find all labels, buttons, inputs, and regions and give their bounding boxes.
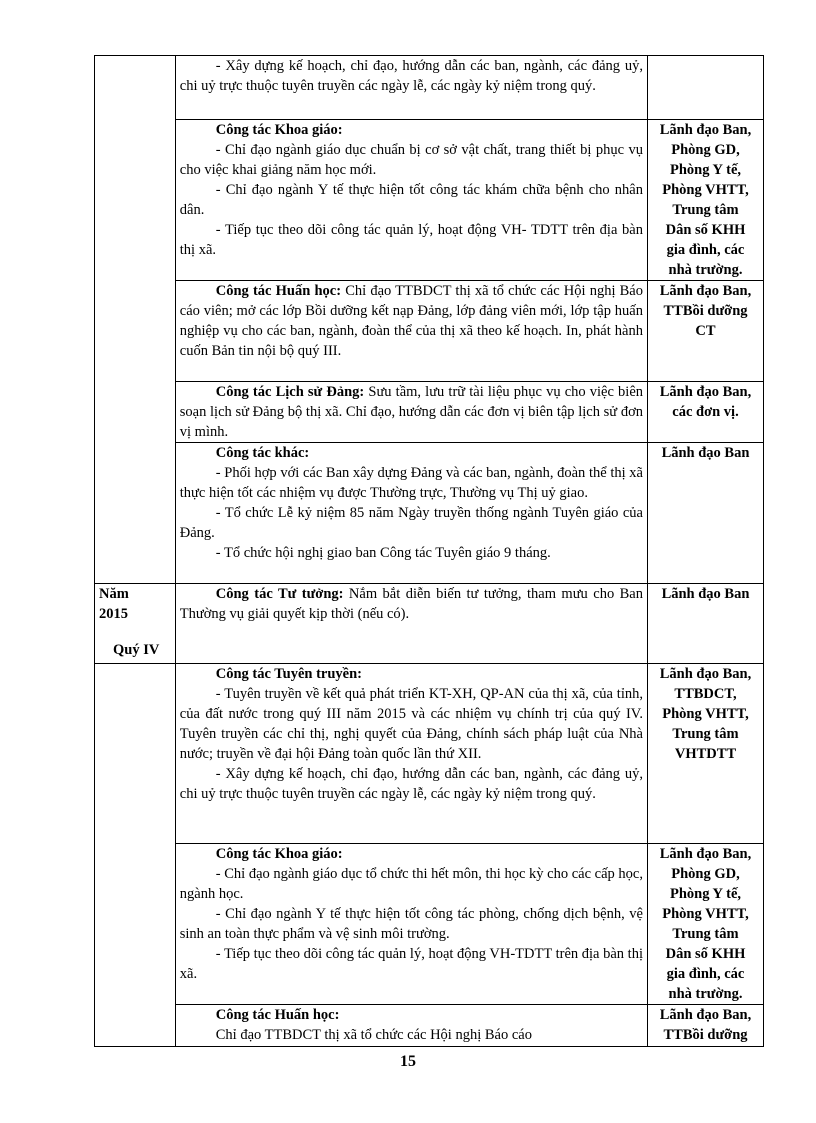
task-paragraph: - Chỉ đạo ngành giáo dục chuẩn bị cơ sở vật chất, trang thiết bị phục vụ cho việc khai giảng năm học mới.	[179, 142, 643, 178]
table-row	[95, 844, 764, 1005]
responsible-cell	[648, 382, 764, 443]
responsible-line: Lãnh đạo Ban,	[659, 384, 752, 400]
period-cell	[95, 664, 176, 1047]
task-cell	[175, 1005, 647, 1047]
task-heading: Công tác Tư tưởng:	[215, 586, 344, 602]
task-cell	[175, 664, 647, 844]
responsible-line: Phòng Y tế,	[669, 162, 742, 178]
task-heading: Công tác Khoa giáo:	[215, 846, 343, 862]
task-cell	[175, 120, 647, 281]
task-paragraph	[180, 584, 643, 624]
task-heading: Công tác Tuyên truyền:	[215, 666, 362, 682]
responsible-cell	[648, 844, 764, 1005]
table-row	[95, 584, 764, 664]
responsible-line: Phòng GD,	[671, 866, 740, 882]
responsible-line: Phòng GD,	[671, 142, 740, 158]
responsible-line: các đơn vị.	[672, 404, 739, 420]
task-paragraph: - Xây dựng kế hoạch, chỉ đạo, hướng dẫn các ban, ngành, các đảng uỷ, chi uỷ trực thuộc tuyên truyền các ngày lễ, các ngày kỷ niệm trong quý.	[179, 766, 643, 802]
responsible-cell	[648, 56, 764, 120]
responsible-line: Phòng VHTT,	[662, 182, 749, 198]
responsible-cell	[648, 584, 764, 664]
responsible-line: Phòng Y tế,	[669, 886, 742, 902]
page-number: 15	[400, 1053, 416, 1070]
responsible-line: CT	[695, 323, 716, 339]
task-cell	[175, 584, 647, 664]
responsible-line: Lãnh đạo Ban,	[659, 666, 752, 682]
period-cell	[95, 584, 176, 664]
responsible-line: nhà trường.	[668, 986, 743, 1002]
period-year: 2015	[99, 606, 128, 622]
responsible-line: Lãnh đạo Ban	[661, 586, 750, 602]
task-paragraph: - Tổ chức Lễ kỷ niệm 85 năm Ngày truyền thống ngành Tuyên giáo của Đảng.	[179, 505, 643, 541]
responsible-line: Lãnh đạo Ban,	[659, 1007, 752, 1023]
responsible-line: Lãnh đạo Ban,	[659, 122, 752, 138]
task-heading: Công tác khác:	[215, 445, 310, 461]
task-cell	[175, 281, 647, 382]
responsible-line: Trung tâm	[672, 726, 739, 742]
responsible-line: TTBồi dưỡng	[663, 1027, 748, 1043]
task-paragraph: - Tuyên truyền về kết quả phát triển KT-XH, QP-AN của thị xã, của tỉnh, của đất nước trong quý III năm 2015 và các nhiệm vụ chính trị của quý IV. Tuyên truyền các chỉ thị, nghị quyết của Đảng, chính sách pháp luật của Nhà nước; truyền về đại hội Đảng toàn quốc lần thứ XII.	[179, 686, 643, 762]
table-row	[95, 1005, 764, 1047]
task-paragraph: Chỉ đạo TTBDCT thị xã tổ chức các Hội nghị Báo cáo	[215, 1027, 532, 1043]
task-paragraph	[180, 281, 643, 361]
task-heading: Công tác Huấn học:	[215, 283, 342, 299]
task-paragraph: - Phối hợp với các Ban xây dựng Đảng và các ban, ngành, đoàn thể thị xã thực hiện tốt các nhiệm vụ được Thường trực, Thường vụ Thị uỷ giao.	[179, 465, 643, 501]
task-cell	[175, 844, 647, 1005]
task-cell	[175, 56, 647, 120]
responsible-line: Lãnh đạo Ban,	[659, 846, 752, 862]
task-text: Nắm bắt diễn biến tư tưởng, tham mưu cho Ban Thường vụ giải quyết kịp thời (nếu có).	[179, 586, 643, 622]
table-row	[95, 120, 764, 281]
task-text: Chỉ đạo TTBDCT thị xã tổ chức các Hội nghị Báo cáo viên; mở các lớp Bồi dưỡng kết nạp Đảng, lớp đảng viên mới, lớp tập huấn nghiệp vụ cho các ban, ngành, đoàn thể của thị xã theo kế hoạch. In, phát hành cuốn Bản tin nội bộ quý III.	[179, 283, 643, 359]
period-quarter: Quý IV	[113, 642, 160, 658]
responsible-line: Lãnh đạo Ban,	[659, 283, 752, 299]
responsible-cell	[648, 664, 764, 844]
task-paragraph: - Xây dựng kế hoạch, chỉ đạo, hướng dẫn các ban, ngành, các đảng uỷ, chi uỷ trực thuộc tuyên truyền các ngày lễ, các ngày kỷ niệm trong quý.	[179, 58, 643, 94]
period-year-label: Năm	[99, 586, 129, 602]
table-row	[95, 443, 764, 584]
task-cell	[175, 382, 647, 443]
responsible-line: gia đình, các	[666, 966, 745, 982]
responsible-cell	[648, 443, 764, 584]
responsible-line: VHTDTT	[674, 746, 737, 762]
responsible-line: nhà trường.	[668, 262, 743, 278]
task-paragraph: - Tiếp tục theo dõi công tác quản lý, hoạt động VH- TDTT trên địa bàn thị xã.	[179, 222, 643, 258]
table-row	[95, 382, 764, 443]
plan-table	[94, 55, 764, 1047]
task-heading: Công tác Khoa giáo:	[215, 122, 343, 138]
task-paragraph: - Tổ chức hội nghị giao ban Công tác Tuyên giáo 9 tháng.	[215, 545, 551, 561]
task-paragraph: - Chỉ đạo ngành Y tế thực hiện tốt công tác khám chữa bệnh cho nhân dân.	[179, 182, 643, 218]
period-cell	[95, 56, 176, 584]
responsible-line: Dân số KHH	[665, 222, 746, 238]
responsible-cell	[648, 281, 764, 382]
task-text: Sưu tầm, lưu trữ tài liệu phục vụ cho việc biên soạn lịch sử Đảng bộ thị xã. Chỉ đạo, hướng dẫn các đơn vị biên tập lịch sử đơn vị mình.	[179, 384, 644, 440]
responsible-cell	[648, 120, 764, 281]
table-row	[95, 56, 764, 120]
responsible-line: Phòng VHTT,	[662, 906, 749, 922]
table-row	[95, 664, 764, 844]
responsible-line: gia đình, các	[666, 242, 745, 258]
responsible-line: Lãnh đạo Ban	[661, 445, 750, 461]
task-paragraph: - Chỉ đạo ngành giáo dục tổ chức thi hết môn, thi học kỳ cho các cấp học, ngành học.	[179, 866, 643, 902]
responsible-line: Phòng VHTT,	[662, 706, 749, 722]
task-cell	[175, 443, 647, 584]
responsible-line: Dân số KHH	[665, 946, 746, 962]
responsible-line: TTBồi dưỡng	[663, 303, 748, 319]
responsible-cell	[648, 1005, 764, 1047]
task-paragraph: - Tiếp tục theo dõi công tác quản lý, hoạt động VH-TDTT trên địa bàn thị xã.	[179, 946, 643, 982]
responsible-line: Trung tâm	[672, 926, 739, 942]
task-paragraph	[180, 382, 643, 442]
task-heading: Công tác Huấn học:	[215, 1007, 340, 1023]
table-row	[95, 281, 764, 382]
task-heading: Công tác Lịch sử Đảng:	[215, 384, 365, 400]
task-paragraph: - Chỉ đạo ngành Y tế thực hiện tốt công tác phòng, chống dịch bệnh, vệ sinh an toàn thực phẩm và vệ sinh môi trường.	[179, 906, 643, 942]
responsible-line: Trung tâm	[672, 202, 739, 218]
responsible-line: TTBDCT,	[674, 686, 737, 702]
